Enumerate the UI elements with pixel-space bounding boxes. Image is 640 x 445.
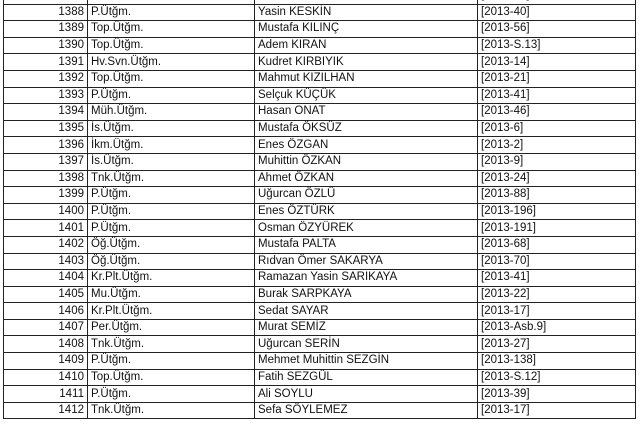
rank-cell: Öğ.Ütğm. (88, 253, 255, 270)
name-cell: Adem KIRAN (255, 37, 478, 54)
table-row (4, 137, 636, 154)
code-cell: [2013-21] (478, 70, 636, 87)
name-cell: Sefa SÖYLEMEZ (255, 402, 478, 419)
rank-cell: P.Ütğm. (88, 220, 255, 237)
row-number: 1394 (4, 104, 88, 121)
name-cell: Uğurcan ÖZLÜ (255, 187, 478, 204)
code-cell: [2013-191] (478, 220, 636, 237)
rank-cell: Top.Ütğm. (88, 369, 255, 386)
roster-table (3, 0, 636, 419)
row-number: 1410 (4, 369, 88, 386)
code-cell: [2013-68] (478, 236, 636, 253)
row-number: 1399 (4, 187, 88, 204)
name-cell: Hasan ONAT (255, 104, 478, 121)
row-number: 1403 (4, 253, 88, 270)
row-number: 1388 (4, 4, 88, 21)
name-cell: Mustafa ÖKSÜZ (255, 120, 478, 137)
name-cell: Mahmut KIZILHAN (255, 70, 478, 87)
rank-cell: İs.Ütğm. (88, 153, 255, 170)
table-row (4, 253, 636, 270)
table-row (4, 220, 636, 237)
rank-cell: Top.Ütğm. (88, 21, 255, 38)
code-cell: [2013-2] (478, 137, 636, 154)
code-cell: [2013-41] (478, 270, 636, 287)
table-row (4, 153, 636, 170)
name-cell: Uğurcan SERİN (255, 336, 478, 353)
code-cell: [2013-Asb.9] (478, 319, 636, 336)
row-number: 1401 (4, 220, 88, 237)
table-row (4, 170, 636, 187)
code-cell: [2013-27] (478, 336, 636, 353)
name-cell: Rıdvan Ömer SAKARYA (255, 253, 478, 270)
name-cell: Burak SARPKAYA (255, 286, 478, 303)
name-cell: Enes ÖZTÜRK (255, 203, 478, 220)
row-number: 1406 (4, 303, 88, 320)
name-cell: Kudret KIRBIYIK (255, 54, 478, 71)
rank-cell: P.Ütğm. (88, 386, 255, 403)
rank-cell: Kr.Plt.Ütğm. (88, 303, 255, 320)
name-cell: Enes ÖZGAN (255, 137, 478, 154)
rank-cell: Öğ.Ütğm. (88, 236, 255, 253)
row-number: 1397 (4, 153, 88, 170)
table-row (4, 120, 636, 137)
rank-cell: Hv.Svn.Ütğm. (88, 54, 255, 71)
table-row (4, 353, 636, 370)
code-cell: [2013-22] (478, 286, 636, 303)
table-row (4, 286, 636, 303)
name-cell: Mehmet Muhittin SEZGİN (255, 353, 478, 370)
table-row (4, 236, 636, 253)
rank-cell: Müh.Ütğm. (88, 104, 255, 121)
rank-cell: Mu.Ütğm. (88, 286, 255, 303)
row-number: 1409 (4, 353, 88, 370)
row-number: 1398 (4, 170, 88, 187)
rank-cell: P.Ütğm. (88, 203, 255, 220)
rank-cell: Top.Ütğm. (88, 70, 255, 87)
row-number: 1390 (4, 37, 88, 54)
code-cell: [2013-88] (478, 187, 636, 204)
row-number: 1392 (4, 70, 88, 87)
row-number: 1402 (4, 236, 88, 253)
rank-cell: P.Ütğm. (88, 353, 255, 370)
rank-cell: İkm.Ütğm. (88, 137, 255, 154)
rank-cell: Per.Ütğm. (88, 319, 255, 336)
code-cell: [2013-17] (478, 402, 636, 419)
code-cell: [2013-41] (478, 87, 636, 104)
table-row (4, 203, 636, 220)
row-number: 1404 (4, 270, 88, 287)
name-cell: Ahmet ÖZKAN (255, 170, 478, 187)
name-cell: Muhittin ÖZKAN (255, 153, 478, 170)
code-cell: [2013-196] (478, 203, 636, 220)
rank-cell: Kr.Plt.Ütğm. (88, 270, 255, 287)
name-cell: Mustafa PALTA (255, 236, 478, 253)
name-cell: Murat SEMİZ (255, 319, 478, 336)
code-cell: [2013-70] (478, 253, 636, 270)
code-cell: [2013-9] (478, 153, 636, 170)
row-number: 1407 (4, 319, 88, 336)
table-row (4, 87, 636, 104)
rank-cell: P.Ütğm. (88, 187, 255, 204)
table-row (4, 70, 636, 87)
table-row (4, 37, 636, 54)
code-cell: [2013-46] (478, 104, 636, 121)
row-number: 1395 (4, 120, 88, 137)
table-row (4, 303, 636, 320)
rank-cell: Top.Ütğm. (88, 37, 255, 54)
name-cell: Selçuk KÜÇÜK (255, 87, 478, 104)
name-cell: Ali SOYLU (255, 386, 478, 403)
code-cell: [2013-S.12] (478, 369, 636, 386)
row-number: 1393 (4, 87, 88, 104)
rank-cell: P.Ütğm. (88, 87, 255, 104)
table-row (4, 336, 636, 353)
rank-cell: İs.Ütğm. (88, 120, 255, 137)
code-cell: [2013-138] (478, 353, 636, 370)
table-row (4, 386, 636, 403)
row-number: 1396 (4, 137, 88, 154)
code-cell: [2013-S.13] (478, 37, 636, 54)
rank-cell: Tnk.Ütğm. (88, 170, 255, 187)
table-row (4, 104, 636, 121)
name-cell: Mustafa KILINÇ (255, 21, 478, 38)
table-row (4, 187, 636, 204)
rank-cell: P.Ütğm. (88, 4, 255, 21)
table-row (4, 402, 636, 419)
row-number: 1408 (4, 336, 88, 353)
table-row (4, 54, 636, 71)
code-cell: [2013-56] (478, 21, 636, 38)
rank-cell: Tnk.Ütğm. (88, 336, 255, 353)
row-number: 1400 (4, 203, 88, 220)
code-cell: [2013-24] (478, 170, 636, 187)
code-cell: [2013-6] (478, 120, 636, 137)
row-number: 1405 (4, 286, 88, 303)
name-cell: Sedat SAYAR (255, 303, 478, 320)
table-row (4, 319, 636, 336)
code-cell: [2013-14] (478, 54, 636, 71)
name-cell: Ramazan Yasin SARIKAYA (255, 270, 478, 287)
code-cell: [2013-17] (478, 303, 636, 320)
name-cell: Yasin KESKİN (255, 4, 478, 21)
roster-body (4, 0, 636, 419)
table-row (4, 270, 636, 287)
table-row (4, 21, 636, 38)
code-cell: [2013-40] (478, 4, 636, 21)
row-number: 1391 (4, 54, 88, 71)
row-number: 1389 (4, 21, 88, 38)
name-cell: Fatih SEZGÜL (255, 369, 478, 386)
row-number: 1411 (4, 386, 88, 403)
row-number: 1412 (4, 402, 88, 419)
name-cell: Osman ÖZYÜREK (255, 220, 478, 237)
rank-cell: Tnk.Ütğm. (88, 402, 255, 419)
table-row (4, 4, 636, 21)
code-cell: [2013-39] (478, 386, 636, 403)
table-row (4, 369, 636, 386)
